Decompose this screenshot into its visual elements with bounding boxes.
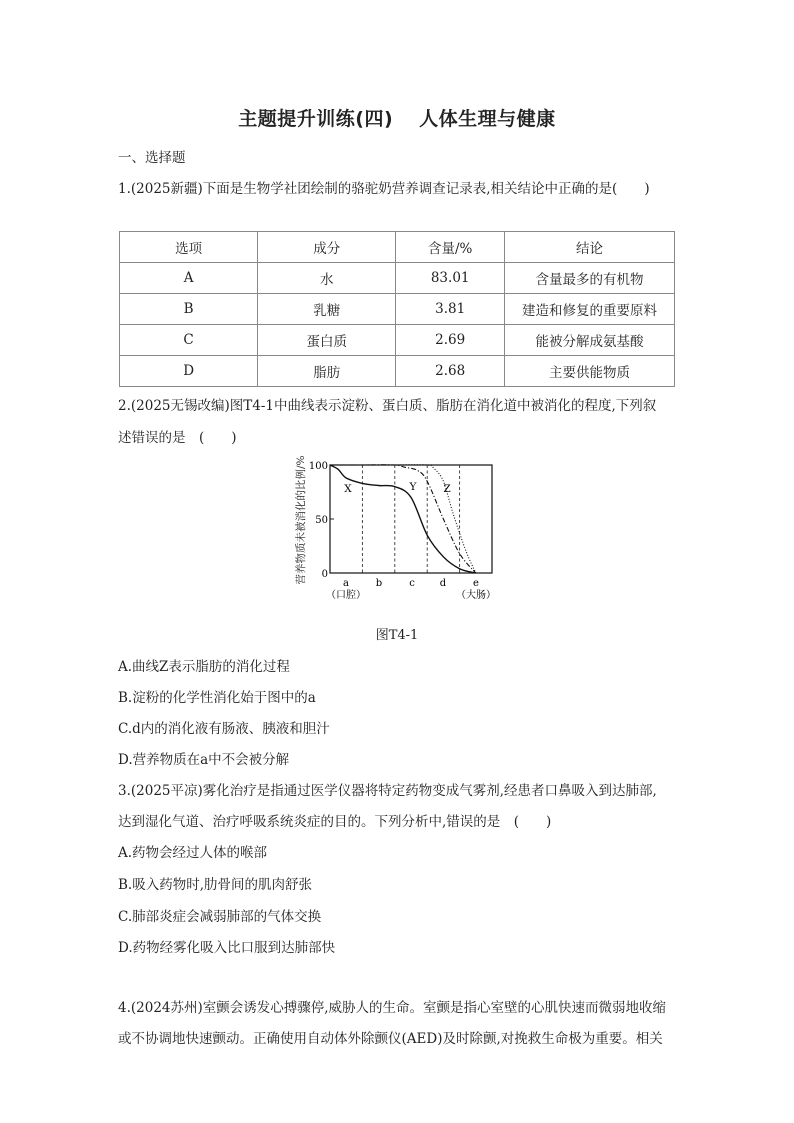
region-label: e xyxy=(473,578,479,589)
table-cell: 建造和修复的重要原料 xyxy=(504,294,674,325)
table-cell: C xyxy=(120,325,258,356)
table-cell: 能被分解成氨基酸 xyxy=(504,325,674,356)
question-2-stem-line1: 2.(2025无锡改编)图T4-1中曲线表示淀粉、蛋白质、脂肪在消化道中被消化的程度,下列叙 xyxy=(118,398,657,414)
question-2-option-a[interactable]: A.曲线Z表示脂肪的消化过程 xyxy=(118,659,290,675)
table-row xyxy=(120,294,675,325)
table-cell: A xyxy=(120,263,258,294)
table-cell: 2.68 xyxy=(396,356,505,387)
table-cell: 水 xyxy=(258,263,396,294)
series-line-x xyxy=(330,465,476,573)
y-tick-label: 100 xyxy=(308,461,328,472)
figure-caption: 图T4-1 xyxy=(375,628,419,643)
table-row xyxy=(120,263,675,294)
question-3-stem-line1: 3.(2025平凉)雾化治疗是指通过医学仪器将特定药物变成气雾剂,经患者口鼻吸入到达肺部, xyxy=(118,783,657,799)
table-row xyxy=(120,325,675,356)
question-3-option-a[interactable]: A.药物会经过人体的喉部 xyxy=(118,845,268,861)
table-cell: 脂肪 xyxy=(258,356,396,387)
table-cell: 主要供能物质 xyxy=(504,356,674,387)
page-title xyxy=(0,104,794,131)
section-heading: 一、选择题 xyxy=(118,150,186,166)
region-note-mouth: （口腔） xyxy=(326,590,366,601)
y-axis-label: 营养物质未被消化的比例/% xyxy=(295,455,307,585)
table-header-cell: 结论 xyxy=(504,232,674,263)
table-cell: 3.81 xyxy=(396,294,505,325)
table-header-cell: 成分 xyxy=(258,232,396,263)
series-label-z: Z xyxy=(443,483,451,495)
table-row xyxy=(120,356,675,387)
nutrition-table xyxy=(119,231,675,387)
table-cell: B xyxy=(120,294,258,325)
table-cell: D xyxy=(120,356,258,387)
question-3-option-b[interactable]: B.吸入药物时,肋骨间的肌肉舒张 xyxy=(118,877,313,893)
region-label: d xyxy=(439,578,447,589)
y-tick-label: 0 xyxy=(321,569,328,580)
y-tick-label: 50 xyxy=(315,515,328,526)
table-cell: 乳糖 xyxy=(258,294,396,325)
table-cell: 2.69 xyxy=(396,325,505,356)
region-label: b xyxy=(375,578,383,589)
region-label: c xyxy=(409,578,415,589)
question-1-stem: 1.(2025新疆)下面是生物学社团绘制的骆驼奶营养调查记录表,相关结论中正确的是( ) xyxy=(118,181,650,197)
question-3-stem-line2: 达到湿化气道、治疗呼吸系统炎症的目的。下列分析中,错误的是 ( ) xyxy=(118,814,552,830)
question-4-stem-line1: 4.(2024苏州)室颤会诱发心搏骤停,威胁人的生命。室颤是指心室壁的心肌快速而微弱地收缩 xyxy=(118,1000,667,1016)
title-topic: 人体生理与健康 xyxy=(419,108,556,130)
question-2-option-d[interactable]: D.营养物质在a中不会被分解 xyxy=(118,752,290,768)
region-note-large-intestine: （大肠） xyxy=(456,590,496,601)
table-cell: 83.01 xyxy=(396,263,505,294)
table-header-cell: 选项 xyxy=(120,232,258,263)
question-3-option-c[interactable]: C.肺部炎症会减弱肺部的气体交换 xyxy=(118,909,322,925)
question-2-option-b[interactable]: B.淀粉的化学性消化始于图中的a xyxy=(118,690,316,706)
table-header-cell: 含量/% xyxy=(396,232,505,263)
digestion-curve-chart xyxy=(290,454,510,614)
title-main: 主题提升训练(四) xyxy=(238,108,394,130)
series-label-x: X xyxy=(344,483,352,495)
question-3-option-d[interactable]: D.药物经雾化吸入比口服到达肺部快 xyxy=(118,940,336,956)
table-cell: 蛋白质 xyxy=(258,325,396,356)
question-4-stem-line2: 或不协调地快速颤动。正确使用自动体外除颤仪(AED)及时除颤,对挽救生命极为重要。相关 xyxy=(118,1031,663,1047)
table-cell: 含量最多的有机物 xyxy=(504,263,674,294)
region-label: a xyxy=(343,578,349,589)
table-header-row xyxy=(120,232,675,263)
question-2-stem-line2: 述错误的是 ( ) xyxy=(118,430,237,446)
question-2-option-c[interactable]: C.d内的消化液有肠液、胰液和胆汁 xyxy=(118,721,330,737)
series-label-y: Y xyxy=(409,481,417,493)
